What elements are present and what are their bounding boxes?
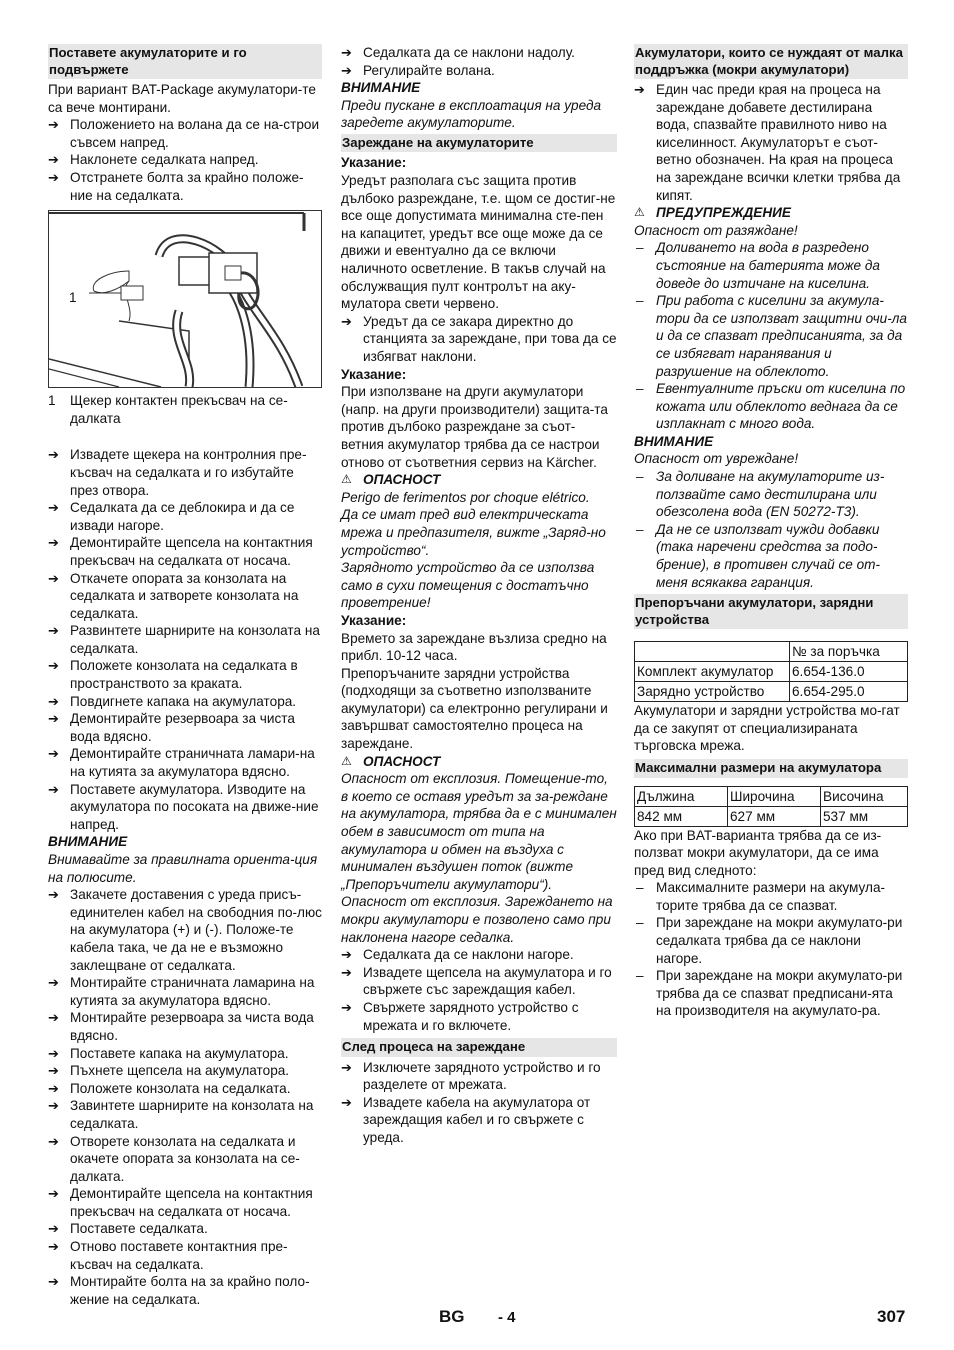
list-item: ➔ Положете конзолата на седалката в пространството за краката. xyxy=(48,657,322,692)
list-item: ➔ Отворете конзолата на седалката и окачете опората за конзолата на се-далката. xyxy=(48,1133,322,1186)
paragraph-bat-variant: Ако при BAT-варианта трябва да се из-ползват мокри акумулатори, да се има пред вид следното: xyxy=(634,827,882,878)
list-item: – Максималните размери на акумула-торите трябва да се спазват. xyxy=(634,879,908,914)
table-cell: № за поръчка xyxy=(790,642,908,662)
attention-subtitle: Опасност от увреждане! xyxy=(634,451,799,467)
table-cell: 627 мм xyxy=(728,806,821,826)
danger-lines xyxy=(341,489,617,612)
table-row xyxy=(635,642,908,662)
order-number-table xyxy=(634,641,908,702)
steps-list-c xyxy=(341,1059,617,1147)
warning-subtitle: Опасност от разяждане! xyxy=(634,222,798,238)
table-cell: 6.654-136.0 xyxy=(790,662,908,682)
bat-items xyxy=(634,879,908,1020)
table-row xyxy=(635,786,908,806)
column-3 xyxy=(634,44,908,1020)
table-cell: Комплект акумулатор xyxy=(635,662,790,682)
footer-language: BG xyxy=(439,1307,465,1326)
steps-list-b xyxy=(341,946,617,1034)
column-1 xyxy=(48,44,322,1308)
list-item: ➔ Седалката да се деблокира и да се извади нагоре. xyxy=(48,499,322,534)
list-item: ➔ Седалката да се наклони нагоре. xyxy=(341,946,617,964)
attention-label: ВНИМАНИЕ xyxy=(48,834,128,850)
list-item: ➔ Регулирайте волана. xyxy=(341,62,617,80)
list-item: ➔ Извадете щекера на контролния пре-късвач на седалката и го избутайте през отвора. xyxy=(48,446,322,499)
figure-callout-number: 1 xyxy=(69,290,77,306)
list-item: ➔ Закачете доставения с уреда присъ-единителен кабел на свободния по-люс на акумулатора (+) и (-). Положе-те кабела така, че да не е възможно заклещване от седалката. xyxy=(48,886,322,974)
figure-caption xyxy=(48,392,322,427)
warning-label: ПРЕДУПРЕЖДЕНИЕ xyxy=(656,205,791,221)
heading-after-charging: След процеса на зареждане xyxy=(341,1038,617,1057)
list-item: ➔ Отстранете болта за крайно положе-ние на седалката. xyxy=(48,169,322,204)
note-label: Указание: xyxy=(341,155,407,171)
note-text: Уредът разполага със защита против дълбоко разреждане, т.е. щом се достиг-не все още допустимата минимална сте-пен на капацитет, уредът все още може да се движи и евентуално да се включи наличното осветление. В такъв случай на обслужващия пулт контролът на аку-мулатора свети червено. xyxy=(341,173,616,312)
list-item: ➔ Откачете опората за конзолата на седалката и затворете конзолата на седалката. xyxy=(48,570,322,623)
danger-label: ОПАСНОСТ xyxy=(363,472,441,488)
paragraph-purchase: Акумулатори и зарядни устройства мо-гат да се закупят от специализираната търговска мрежа. xyxy=(634,703,900,754)
paragraph-bat-package: При вариант BAT-Package акумулатори-те са вече монтирани. xyxy=(48,82,316,115)
seat-switch-plug-illustration xyxy=(49,211,321,387)
warning-heading xyxy=(634,204,908,222)
warning-triangle-icon: ⚠ xyxy=(634,205,645,220)
list-item: Да се имат пред вид електрическата мрежа и предпазителя, вижте „Заряд-но устройство“. xyxy=(341,507,606,558)
list-item: ➔ Демонтирайте щепсела на контактния прекъсвач на седалката от носача. xyxy=(48,534,322,569)
danger-heading xyxy=(341,753,617,771)
steps-list-c xyxy=(48,886,322,1308)
step-add-water: ➔ Един час преди края на процеса на зареждане добавете дестилирана вода, спазвайте правилното ниво на киселинност. Акумулаторът е съот-ветно обозначен. На края на процеса на зареждане всички клетки трябва да кипят. xyxy=(634,81,908,204)
table-cell xyxy=(635,642,790,662)
table-cell: Дължина xyxy=(635,786,728,806)
figure-seat-switch xyxy=(48,210,322,388)
steps-list-b xyxy=(48,446,322,833)
list-item: ➔ Развинтете шарнирите на конзолата на седалката. xyxy=(48,622,322,657)
footer-local-page: - 4 xyxy=(498,1309,516,1326)
list-item: ➔ Положението на волана да се на-строи съвсем напред. xyxy=(48,116,322,151)
steps-list-a xyxy=(341,44,617,79)
list-item: ➔ Поставете акумулатора. Изводите на акумулатора по посоката на движе-ние напред. xyxy=(48,781,322,834)
list-item: – Да не се използват чужди добавки (така наречени средства за подо-брение), в противен случай се от-меня всякаква гаранция. xyxy=(634,521,908,591)
list-item: ➔ Повдигнете капака на акумулатора. xyxy=(48,693,322,711)
table-cell: Височина xyxy=(821,786,908,806)
list-item: ➔ Монтирайте резервоара за чиста вода вдясно. xyxy=(48,1009,322,1044)
step-drive-to-station: ➔ Уредът да се закара директно до станцията за зареждане, при това да се избягват наклони. xyxy=(341,313,617,366)
danger-lines xyxy=(341,770,617,946)
list-item: ➔ Завинтете шарнирите на конзолата на седалката. xyxy=(48,1097,322,1132)
table-row xyxy=(635,806,908,826)
list-item: ➔ Свържете зарядното устройство с мрежата и го включете. xyxy=(341,999,617,1034)
list-item: Препоръчаните зарядни устройства (подходящи за съответно използваните акумулатори) са електронно регулирани и завършват самостоятелно процеса на зареждане. xyxy=(341,665,608,752)
list-item: – Доливането на вода в разредено състояние на батерията може да доведе до изтичане на киселина. xyxy=(634,239,908,292)
attention-text: Внимавайте за правилната ориента-ция на полюсите. xyxy=(48,852,318,885)
list-item: – При зареждане на мокри акумулато-ри трябва да се спазват предписани-ята на производителя на акумулато-ра. xyxy=(634,967,908,1020)
list-item: ➔ Поставете капака на акумулатора. xyxy=(48,1045,322,1063)
attention-items xyxy=(634,468,908,591)
danger-label: ОПАСНОСТ xyxy=(363,753,441,769)
attention-text: Преди пускане в експлоатация на уреда заредете акумулаторите. xyxy=(341,97,602,131)
list-item: ➔ Пъхнете щепсела на акумулатора. xyxy=(48,1062,322,1080)
list-item: Опасност от експлозия. Зареждането на мокри акумулатори е позволено само при наклонена нагоре седалка. xyxy=(341,894,613,945)
list-item: ➔ Извадете кабела на акумулатора от зареждащия кабел и го свържете с уреда. xyxy=(341,1094,617,1147)
list-item: – За доливане на акумулаторите из-ползвайте само дестилирана или обезсолена вода (EN 50272-T3). xyxy=(634,468,908,521)
footer-page-number: 307 xyxy=(877,1307,906,1326)
list-item: ➔ Извадете щепсела на акумулатора и го свържете със зареждащия кабел. xyxy=(341,964,617,999)
heading-charging: Зареждане на акумулаторите xyxy=(341,134,617,153)
table-row xyxy=(635,682,908,702)
figure-caption-number: 1 xyxy=(48,393,56,409)
warning-triangle-icon: ⚠ xyxy=(341,753,352,768)
column-2 xyxy=(341,44,617,1147)
table-cell: 842 мм xyxy=(635,806,728,826)
note-label: Указание: xyxy=(341,366,407,382)
note-label: Указание: xyxy=(341,612,407,628)
list-item: ➔ Монтирайте болта на за крайно поло-жение на седалката. xyxy=(48,1273,322,1308)
steps-list-a xyxy=(48,116,322,204)
table-cell: Зарядно устройство xyxy=(635,682,790,702)
list-item: ➔ Положете конзолата на седалката. xyxy=(48,1080,322,1098)
heading-max-size: Максимални размери на акумулатора xyxy=(634,759,908,778)
table-cell: 6.654-295.0 xyxy=(790,682,908,702)
danger-heading xyxy=(341,471,617,489)
list-item: ➔ Монтирайте страничната ламарина на кутията за акумулатора вдясно. xyxy=(48,974,322,1009)
table-cell: 537 мм xyxy=(821,806,908,826)
table-row xyxy=(635,662,908,682)
warning-items xyxy=(634,239,908,433)
list-item: ➔ Демонтирайте щепсела на контактния прекъсвач на седалката от носача. xyxy=(48,1185,322,1220)
heading-wet-batteries: Акумулатори, които се нуждаят от малка поддръжка (мокри акумулатори) xyxy=(634,44,908,79)
battery-size-table xyxy=(634,786,908,827)
list-item: ➔ Наклонете седалката напред. xyxy=(48,151,322,169)
list-item: ➔ Демонтирайте резервоара за чиста вода вдясно. xyxy=(48,710,322,745)
list-item: ➔ Демонтирайте страничната ламари-на на кутията за акумулатора вдясно. xyxy=(48,745,322,780)
list-item: Опасност от експлозия. Помещение-то, в което се оставя уредът за за-реждане на акумулатора, трябва да е с минимален обем в зависимост от типа на акумулатора и обмен на въздуха с минимален въздушен поток (вижте „Препоръчители акумулатори“). xyxy=(341,771,617,892)
note-lines xyxy=(341,630,617,753)
list-item: ➔ Седалката да се наклони надолу. xyxy=(341,44,617,62)
attention-label: ВНИМАНИЕ xyxy=(341,80,421,96)
list-item: ➔ Поставете седалката. xyxy=(48,1220,322,1238)
list-item: Зарядното устройство да се използва само в сухи помещения с достатъчно проветрение! xyxy=(341,560,595,611)
list-item: ➔ Отново поставете контактния пре-късвач на седалката. xyxy=(48,1238,322,1273)
list-item: – При работа с киселини за акумула-тори да се използват защитни очи-ла и да се спазват предписанията, за да се избягват наранявания и разрушение на облеклото. xyxy=(634,292,908,380)
list-item: Perigo de ferimentos por choque elétrico. xyxy=(341,489,590,505)
table-cell: Широчина xyxy=(728,786,821,806)
heading-install-batteries: Поставете акумулаторите и го подвържете xyxy=(48,44,322,79)
list-item: – Евентуалните пръски от киселина по кожата или облеклото веднага да се изплакнат с много вода. xyxy=(634,380,908,433)
attention-label: ВНИМАНИЕ xyxy=(634,433,714,449)
list-item: – При зареждане на мокри акумулато-ри седалката трябва да се наклони нагоре. xyxy=(634,914,908,967)
list-item: Времето за зареждане възлиза средно на прибл. 10-12 часа. xyxy=(341,630,607,664)
heading-recommended: Препоръчани акумулатори, зарядни устройства xyxy=(634,594,908,629)
note-text: При използване на други акумулатори (напр. на други производители) защита-та против дълбоко разреждане за съот-ветния акумулатор трябва да се настрои отново от съответния сервиз на Kärcher. xyxy=(341,384,608,470)
list-item: ➔ Изключете зарядното устройство и го разделете от мрежата. xyxy=(341,1059,617,1094)
figure-caption-text: Щекер контактен прекъсвач на се-далката xyxy=(70,393,288,426)
warning-triangle-icon: ⚠ xyxy=(341,472,352,487)
